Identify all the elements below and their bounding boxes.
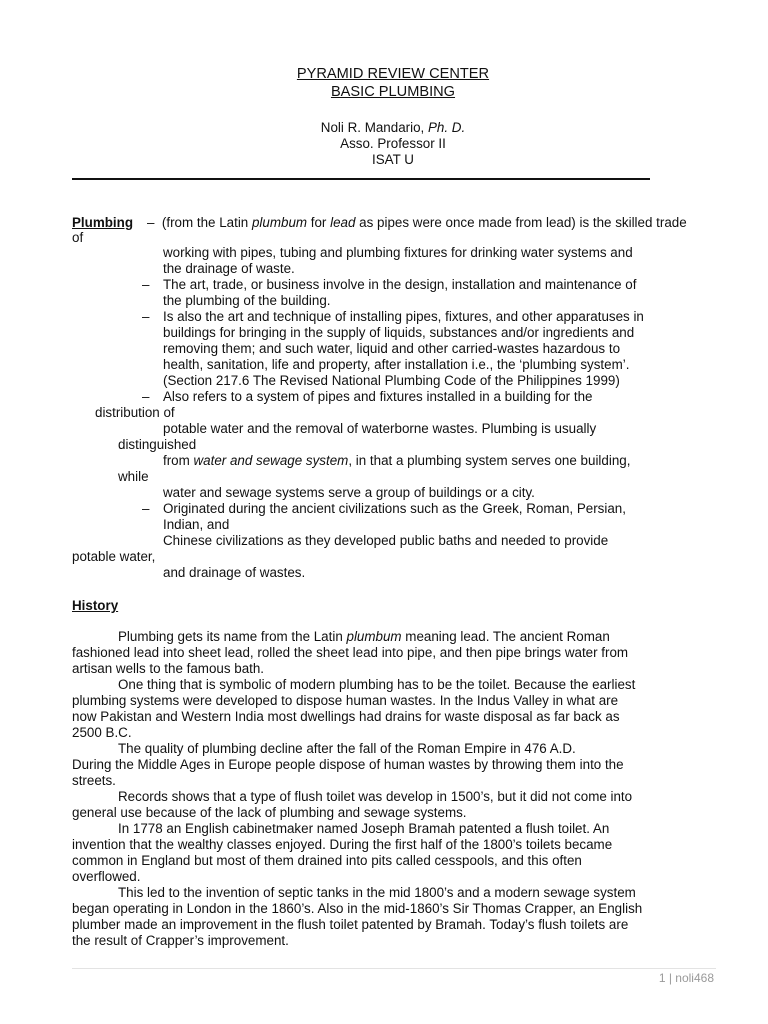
- history-line: This led to the invention of septic tanks in the mid 1800’s and a modern sewage system: [118, 885, 636, 900]
- header-divider: [72, 178, 650, 180]
- author-degree: Ph. D.: [427, 120, 466, 135]
- author-name: Noli R. Mandario,: [320, 120, 425, 135]
- definition-dash: –: [142, 277, 150, 292]
- page-title: PYRAMID REVIEW CENTER: [296, 66, 490, 82]
- definition-line: health, sanitation, life and property, after installation i.e., the ‘plumbing system’.: [163, 357, 630, 372]
- page-number: 1 | noli468: [658, 971, 714, 985]
- history-line: now Pakistan and Western India most dwellings had drains for waste disposal as far back as: [72, 709, 620, 724]
- definition-line: buildings for bringing in the supply of liquids, substances and/or ingredients and: [163, 325, 635, 340]
- history-line: general use because of the lack of plumbing and sewage systems.: [72, 805, 467, 820]
- definition-line: the plumbing of the building.: [163, 293, 331, 308]
- definition-dash: –: [147, 215, 155, 230]
- definition-line: potable water,: [72, 549, 156, 564]
- history-heading: History: [72, 598, 119, 613]
- definition-dash: –: [142, 389, 150, 404]
- footer-divider: [72, 968, 716, 969]
- history-line: In 1778 an English cabinetmaker named Joseph Bramah patented a flush toilet. An: [118, 821, 610, 836]
- definition-line: Is also the art and technique of installing pipes, fixtures, and other apparatuses in: [163, 309, 644, 324]
- history-line: During the Middle Ages in Europe people dispose of human wastes by throwing them into the: [72, 757, 624, 772]
- history-line: 2500 B.C.: [72, 725, 132, 740]
- history-line: Records shows that a type of flush toilet was develop in 1500’s, but it did not come into: [118, 789, 633, 804]
- definition-line: [72, 215, 133, 231]
- definition-line: distinguished: [118, 437, 197, 452]
- definition-line: Originated during the ancient civilizations such as the Greek, Roman, Persian,: [163, 501, 626, 516]
- history-line: One thing that is symbolic of modern plumbing has to be the toilet. Because the earliest: [118, 677, 636, 692]
- history-line: overflowed.: [72, 869, 141, 884]
- definition-line: Indian, and: [163, 517, 230, 532]
- definition-dash: –: [142, 309, 150, 324]
- history-line: the result of Crapper’s improvement.: [72, 933, 289, 948]
- definition-line: from water and sewage system, in that a plumbing system serves one building,: [163, 453, 631, 468]
- author-position: Asso. Professor II: [340, 136, 446, 151]
- history-line: invention that the wealthy classes enjoyed. During the first half of the 1800’s toilets became: [72, 837, 613, 852]
- page-subtitle: BASIC PLUMBING: [330, 84, 456, 100]
- definition-line: of: [72, 230, 84, 245]
- author-institution: ISAT U: [372, 152, 414, 167]
- definition-line: and drainage of wastes.: [163, 565, 306, 580]
- definition-line: removing them; and such water, liquid and other carried-wastes hazardous to: [163, 341, 621, 356]
- history-line: plumbing systems were developed to dispose human wastes. In the Indus Valley in what are: [72, 693, 619, 708]
- definition-line: the drainage of waste.: [163, 261, 295, 276]
- history-line: plumber made an improvement in the flush toilet patented by Bramah. Today’s flush toilets are: [72, 917, 629, 932]
- definition-line: distribution of: [95, 405, 175, 420]
- author-line: [0, 120, 768, 136]
- definition-line: Also refers to a system of pipes and fixtures installed in a building for the: [163, 389, 593, 404]
- definition-term: Plumbing: [72, 215, 133, 230]
- history-line: streets.: [72, 773, 116, 788]
- definition-line: working with pipes, tubing and plumbing fixtures for drinking water systems and: [163, 245, 633, 260]
- definition-line: (Section 217.6 The Revised National Plumbing Code of the Philippines 1999): [163, 373, 620, 388]
- definition-line: while: [118, 469, 149, 484]
- history-line: Plumbing gets its name from the Latin plumbum meaning lead. The ancient Roman: [118, 629, 610, 644]
- history-line: common in England but most of them drained into pits called cesspools, and this often: [72, 853, 582, 868]
- definition-line: Chinese civilizations as they developed public baths and needed to provide: [163, 533, 609, 548]
- definition-line: potable water and the removal of waterborne wastes. Plumbing is usually: [163, 421, 597, 436]
- history-line: fashioned lead into sheet lead, rolled the sheet lead into pipe, and then pipe brings water from: [72, 645, 629, 660]
- definition-dash: –: [142, 501, 150, 516]
- definition-line: The art, trade, or business involve in the design, installation and maintenance of: [163, 277, 637, 292]
- definition-line: – (from the Latin plumbum for lead as pipes were once made from lead) is the skilled trade: [147, 215, 687, 230]
- history-line: The quality of plumbing decline after the fall of the Roman Empire in 476 A.D.: [118, 741, 576, 756]
- history-line: began operating in London in the 1860’s. Also in the mid-1860’s Sir Thomas Crapper, an English: [72, 901, 643, 916]
- definition-line: water and sewage systems serve a group of buildings or a city.: [163, 485, 535, 500]
- history-line: artisan wells to the famous bath.: [72, 661, 265, 676]
